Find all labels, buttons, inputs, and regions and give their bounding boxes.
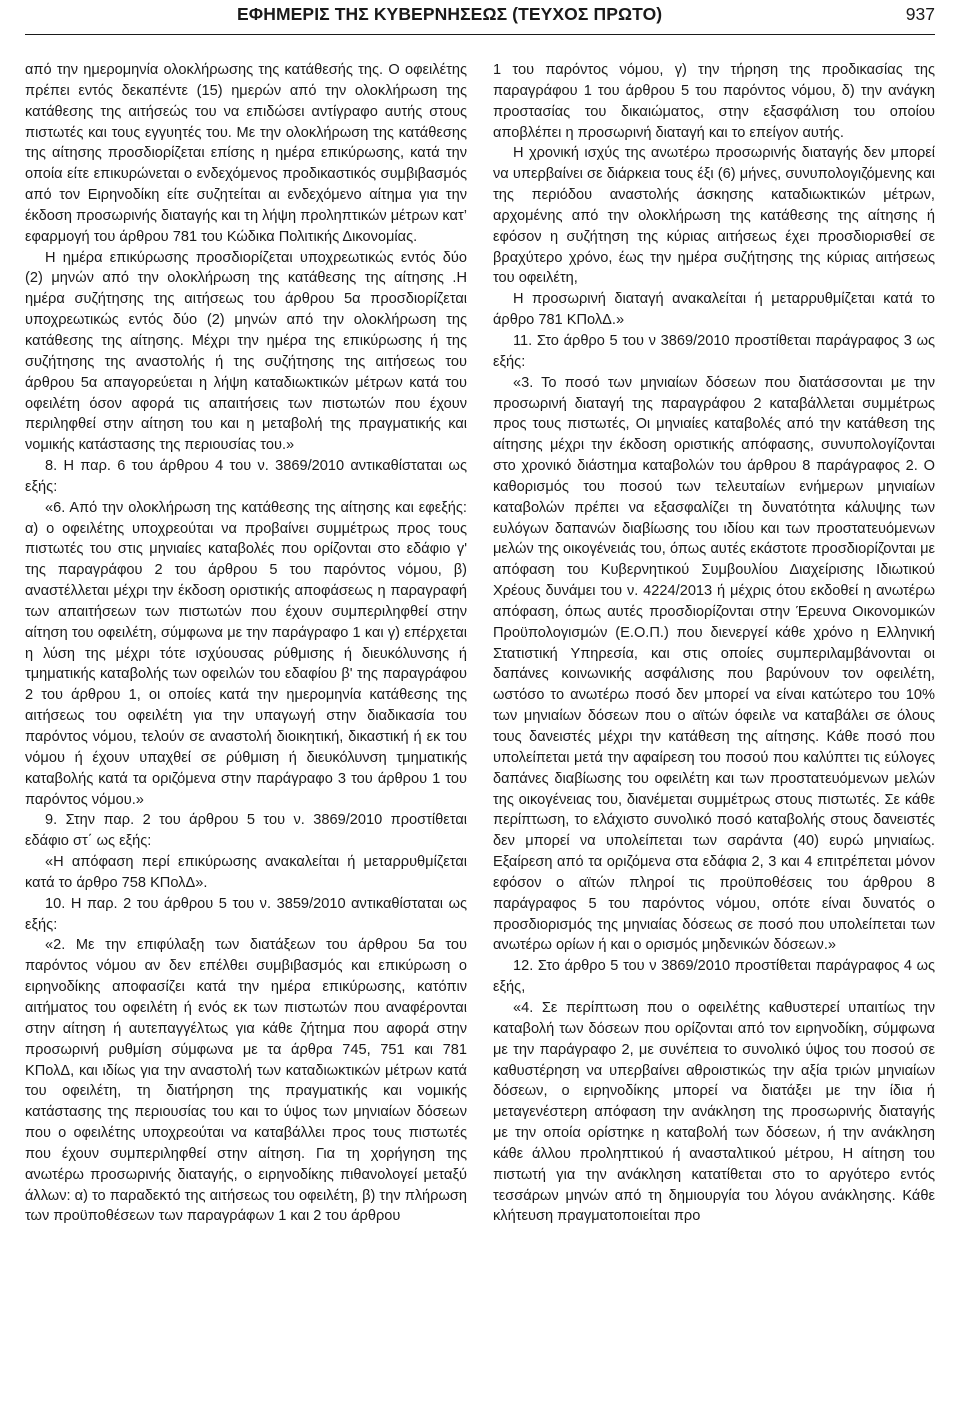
- paragraph: «2. Με την επιφύλαξη των διατάξεων του άρθρου 5α του παρόντος νόμου αν δεν επέλθει συμβιβασμός και επικύρωση ο ειρηνοδίκης αποφασίζει κατά την ημέρα επικύρωσης, κατόπιν αιτήματος του οφειλέτη ή ενός εκ των πιστωτών που αναφέρονται στην αίτηση ή αυτεπαγγέλτως για κάθε ζήτημα που αφορά στην προσωρινή ρυθμίση σύμφωνα με τα άρθρα 745, 751 και 781 ΚΠολΔ, και ιδίως για την αναστολή των καταδιωκτικών μέτρων κατά του οφειλέτη, τη διατήρηση της πραγματικής και νομικής κατάστασης της περιουσίας του και το ύψος των μηνιαίων δόσεων που ο οφειλέτης υποχρεούται να καταβάλλει προς τους πιστωτές που έχουν συμπεριληφθεί στην αίτηση. Για τη χορήγηση της ανωτέρω προσωρινής διαταγής, ο ειρηνοδίκης πιθανολογεί μεταξύ άλλων: α) το παραδεκτό της αιτήσεως του οφειλέτη, β) την πλήρωση των προϋποθέσεων των παραγράφων 1 και 2 του άρθρου: [25, 937, 467, 1225]
- right-column: [493, 60, 935, 1227]
- page-number: 937: [905, 4, 935, 24]
- paragraph: 12. Στο άρθρο 5 του ν 3869/2010 προστίθεται παράγραφος 4 ως εξής,: [493, 958, 935, 996]
- paragraph: Η χρονική ισχύς της ανωτέρω προσωρινής διαταγής δεν μπορεί να υπερβαίνει σε διάρκεια τους έξι (6) μήνες, συνυπολογιζόμενης και της περιόδου αναστολής άσκησης καταδιωκτικών μέτρων, αρχομένης από την ολοκλήρωση της κατάθεσης της αίτησης ή εφόσον η συζήτηση της κύριας αιτήσεως έχει προσδιορισθεί σε βραχύτερο χρόνο, έως την ημέρα συζήτησης της κύριας αιτήσεως του οφειλέτη,: [493, 145, 935, 287]
- paragraph: από την ημερομηνία ολοκλήρωσης της κατάθεσής της. Ο οφειλέτης πρέπει εντός δεκαπέντε (15) ημερών από την ολοκλήρωση της κατάθεσης της αιτήσεώς του να επιδώσει αντίγραφο αυτής στους πιστωτές και τους εγγυητές του. Με την ολοκλήρωση της κατάθεσης της αίτησης προσδιορίζεται επίσης η ημέρα επικύρωσης, κατά την οποία είτε επικυρώνεται ο ενδεχόμενος προδικαστικός συμβιβασμός από τον Ειρηνοδίκη είτε συζητείται αι ενδεχόμενο αίτημα για την έκδοση προσωρινής διαταγής και τη λήψη προληπτικών μέτρων κατ’ εφαρμογή του άρθρου 781 του Κώδικα Πολιτικής Δικονομίας.: [25, 62, 467, 245]
- paragraph: «6. Από την ολοκλήρωση της κατάθεσης της αίτησης και εφεξής: α) ο οφειλέτης υποχρεούται να προβαίνει συμμέτρως προς τους πιστωτές του στις μηνιαίες καταβολές που ορίζονται στο εδάφιο γ' της παραγράφου 2 του άρθρου 5 του παρόντος νόμου, β) αναστέλλεται μέχρι την έκδοση οριστικής αποφάσεως η παραγραφή των απαιτήσεων των πιστωτών που έχουν συμπεριληφθεί στην αίτηση του οφειλέτη, σύμφωνα με την παράγραφο 1 και γ) επέρχεται η λύση της μέχρι τότε ισχύουσας ρύθμισης ή διευκόλυνσης ή τμηματικής καταβολής των οφειλών του εδαφίου β' της παραγράφου 2 του άρθρου 1, οι οποίες κατά την ημερομηνία κατάθεσης της αιτήσεως του οφειλέτη για την υπαγωγή στην διαδικασία του παρόντος νόμου, τελούν σε αναστολή διοικητική, δικαστική ή εκ του νόμου ή έχουν υπαχθεί σε ρύθμιση ή διευκόλυνση τμηματικής καταβολής κατά τα οριζόμενα στην παράγραφο 3 του άρθρου 1 του παρόντος νόμου.»: [25, 499, 467, 808]
- paragraph: 9. Στην παρ. 2 του άρθρου 5 του ν. 3869/2010 προστίθεται εδάφιο στ΄ ως εξής:: [25, 812, 467, 850]
- page-header: [25, 4, 935, 34]
- left-column: [25, 60, 467, 1227]
- paragraph: 11. Στο άρθρο 5 του ν 3869/2010 προστίθεται παράγραφος 3 ως εξής:: [493, 332, 935, 370]
- paragraph: Η προσωρινή διαταγή ανακαλείται ή μεταρρυθμίζεται κατά το άρθρο 781 ΚΠολΔ.»: [493, 291, 935, 329]
- paragraph: «3. Το ποσό των μηνιαίων δόσεων που διατάσσονται με την προσωρινή διαταγή της παραγράφου 2 καταβάλλεται συμμέτρως προς τους πιστωτές, Οι μηνιαίες καταβολές από την κατάθεση της αίτησης μέχρι την έκδοση οριστικής απόφασης, συνυπολογίζονται στο χρονικό διάστημα καταβολών του άρθρου 8 παράγραφος 2. Ο καθορισμός του ποσού των τελευταίων ενήμερων μηνιαίων καταβολών πρέπει να εξασφαλίζει τη δυνατότητα κάλυψης των ευλόγων δαπανών διαβίωσης του ιδίου και των προστατευόμενων μελών της οικογένειάς του, όπως αυτές εκάστοτε προσδιορίζονται με απόφαση του Κυβερνητικού Συμβουλίου Διαχείρισης Ιδιωτικού Χρέους δυνάμει του ν. 4224/2013 ή μέχρις ότου εκδοθεί η ανωτέρω απόφαση, όπως αυτές προσδιορίζονται στην Έρευνα Οικονομικών Προϋπολογισμών (Ε.Ο.Π.) που διενεργεί κάθε χρόνο η Ελληνική Στατιστική Υπηρεσία, και στις οποίες συμπεριλαμβάνονται οι δαπάνες κοινωνικής ασφάλισης που βαρύνουν τον οφειλέτη, ωστόσο το ανωτέρω ποσό δεν μπορεί να είναι κατώτερο του 10% των μηνιαίων δόσεων που ο αϊτών όφειλε να καταβάλει σε όλους τους δανειστές μέχρι την κατάθεση της αίτησης. Κάθε ποσό που υπολείπεται μετά την αφαίρεση του ποσού που καλύπτει τις εύλογες δαπάνες διαβίωσης του οφειλέτη και των προστατευόμενων μελών της οικογένειας του, διανέμεται συμμέτρως στους πιστωτές. Σε κάθε περίπτωση, το ελάχιστο συνολικό ποσό καταβολής στους δανειστές δεν μπορεί να υπολείπεται των σαράντα (40) ευρώ μηνιαίως. Εξαίρεση από τα οριζόμενα στα εδάφια 2, 3 και 4 επιτρέπεται μόνον εφόσον ο αϊτών πληροί τις προϋποθέσεις του άρθρου 8 παράγραφος 5 του παρόντος νόμου, οπότε είναι δυνατός ο προσδιορισμός της μηνιαίας δόσεως σε ποσό που υπολείπεται των ανωτέρω ορίων ή και ο ορισμός μηδενικών δόσεων.»: [493, 374, 935, 954]
- paragraph: «4. Σε περίπτωση που ο οφειλέτης καθυστερεί υπαιτίως την καταβολή των δόσεων που ορίζονται από τον ειρηνοδίκη, σύμφωνα με την παράγραφο 2, με συνέπεια το συνολικό ύψος του ποσού σε καθυστέρηση να υπερβαίνει αθροιστικώς την αξία τριών μηνιαίων δόσεων, ο ειρηνοδίκης μπορεί να διατάξει με την ίδια ή μεταγενέστερη απόφαση την ανάκληση της προσωρινής διαταγής με την οποία ορίστηκε η καταβολή των δόσεων, ή την ανάκληση κάθε άλλου προληπτικού ή ανασταλτικού μέτρου, Η αίτηση του πιστωτή για την ανάκληση κατατίθεται στο το αργότερο εντός τεσσάρων μηνών από τη δημιουργία του λόγου ανάκλησης. Κάθε κλήτευση πραγματοποιείται προ: [493, 999, 935, 1225]
- gazette-title: ΕΦΗΜΕΡΙΣ ΤΗΣ ΚΥΒΕΡΝΗΣΕΩΣ (ΤΕΥΧΟΣ ΠΡΩΤΟ): [237, 4, 663, 24]
- paragraph: «Η απόφαση περί επικύρωσης ανακαλείται ή μεταρρυθμίζεται κατά το άρθρο 758 ΚΠολΔ».: [25, 854, 467, 891]
- paragraph: 8. Η παρ. 6 του άρθρου 4 του ν. 3869/2010 αντικαθίσταται ως εξής:: [25, 458, 467, 495]
- paragraph: Η ημέρα επικύρωσης προσδιορίζεται υποχρεωτικώς εντός δύο (2) μηνών από την ολοκλήρωση της κατάθεσης της αίτησης .Η ημέρα συζήτησης της αιτήσεως του άρθρου 5α προσδιορίζεται υποχρεωτικώς εντός δύο (2) μηνών από την ολοκλήρωση της κατάθεσης της αίτησης. Μέχρι την ημέρα της επικύρωσης ή της συζήτησης της αναστολής ή της συζήτησης της αιτήσεως του άρθρου 5α απαγορεύεται η λήψη καταδιωκτικών μέτρων κατά του οφειλέτη όσον αφορά τις απαιτήσεις των πιστωτών που έχουν περιληφθεί στην αίτηση του και η μεταβολή της πραγματικής και νομικής κατάστασης της περιουσίας του.»: [25, 249, 467, 454]
- paragraph: 1 του παρόντος νόμου, γ) την τήρηση της προδικασίας της παραγράφου 1 του άρθρου 5 του παρόντος νόμου, δ) την ανάγκη προστασίας του δικαιώματος, στην εξασφάλιση του οποίου αποβλέπει η προσωρινή διαταγή και το επείγον αυτής.: [493, 62, 935, 141]
- paragraph: 10. Η παρ. 2 του άρθρου 5 του ν. 3859/2010 αντικαθίσταται ως εξής:: [25, 895, 467, 933]
- header-rule: [25, 34, 935, 35]
